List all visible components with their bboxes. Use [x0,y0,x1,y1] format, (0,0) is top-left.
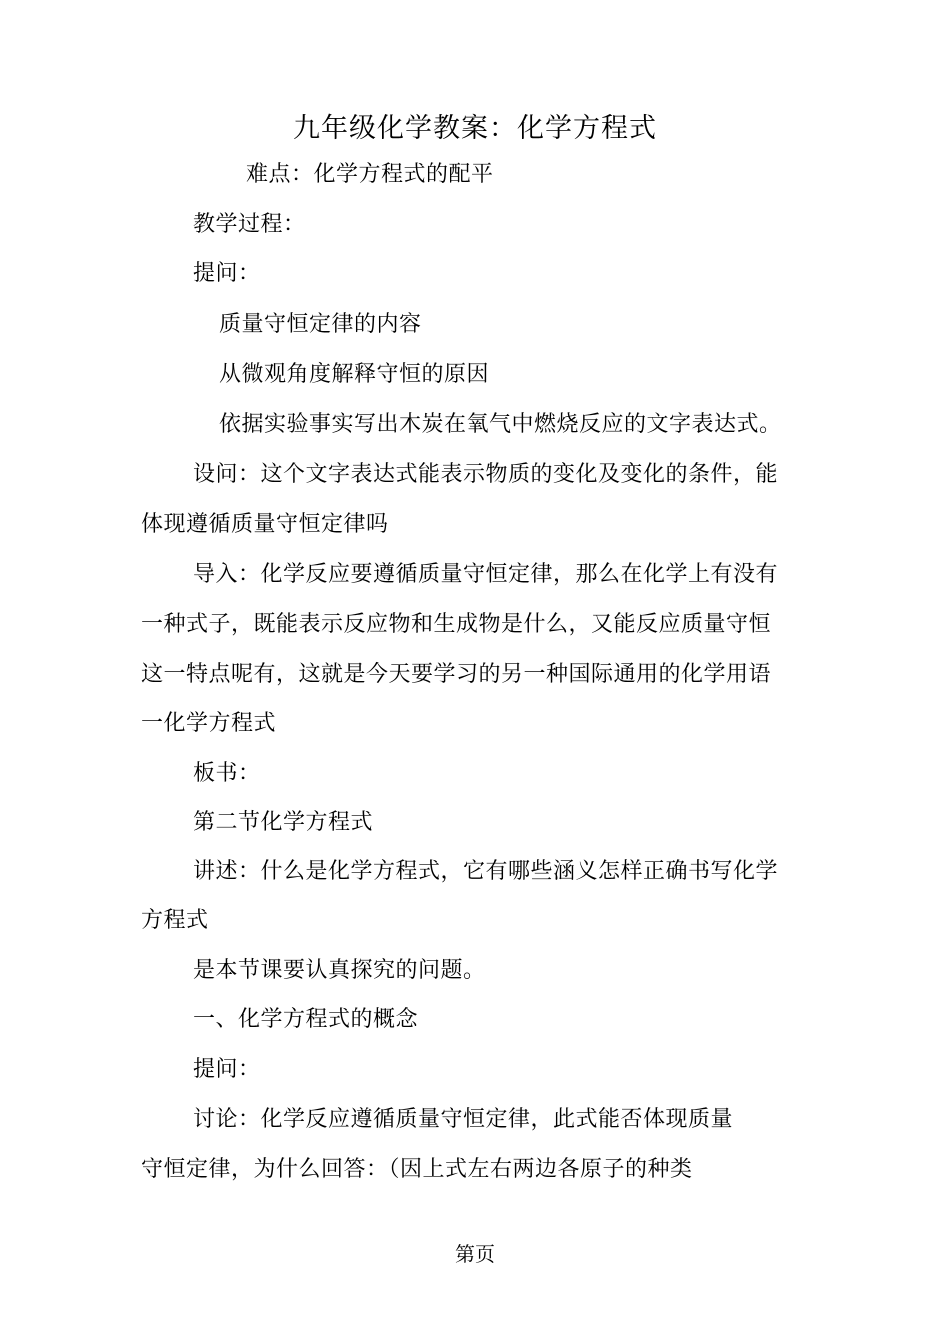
text-line-question-2: 从微观角度解释守恒的原因 [219,362,490,387]
text-line-concept-heading: 一、化学方程式的概念 [193,1007,419,1032]
page-title: 九年级化学教案：化学方程式 [293,113,657,144]
text-line-lecture-1: 讲述：什么是化学方程式，它有哪些涵义怎样正确书写化学 [193,859,779,884]
text-line-process-heading: 教学过程： [193,212,306,237]
text-line-intro-3: 这一特点呢有，这就是今天要学习的另一种国际通用的化学用语 [141,662,772,687]
text-line-question-label: 提问： [193,261,261,286]
text-line-intro-4: 一化学方程式 [141,711,277,736]
text-line-section-title: 第二节化学方程式 [193,810,374,835]
text-line-setup-1: 设问：这个文字表达式能表示物质的变化及变化的条件，能 [193,462,779,487]
text-line-board-label: 板书： [193,761,261,786]
text-line-question-3: 依据实验事实写出木炭在氧气中燃烧反应的文字表达式。 [219,412,782,437]
text-line-lecture-3: 是本节课要认真探究的问题。 [193,958,486,983]
text-line-intro-2: 一种式子，既能表示反应物和生成物是什么，又能反应质量守恒 [141,612,772,637]
page-footer: 第页 [455,1242,495,1266]
text-line-intro-1: 导入：化学反应要遵循质量守恒定律，那么在化学上有没有 [193,562,779,587]
text-line-discussion-2: 守恒定律，为什么回答：（因上式左右两边各原子的种类 [141,1157,693,1182]
text-line-question-1: 质量守恒定律的内容 [219,312,422,337]
text-line-setup-2: 体现遵循质量守恒定律吗 [141,512,389,537]
text-line-question-label-2: 提问： [193,1057,261,1082]
text-line-difficulty: 难点：化学方程式的配平 [246,162,494,187]
text-line-lecture-2: 方程式 [141,908,209,933]
text-line-discussion-1: 讨论：化学反应遵循质量守恒定律，此式能否体现质量 [193,1107,734,1132]
